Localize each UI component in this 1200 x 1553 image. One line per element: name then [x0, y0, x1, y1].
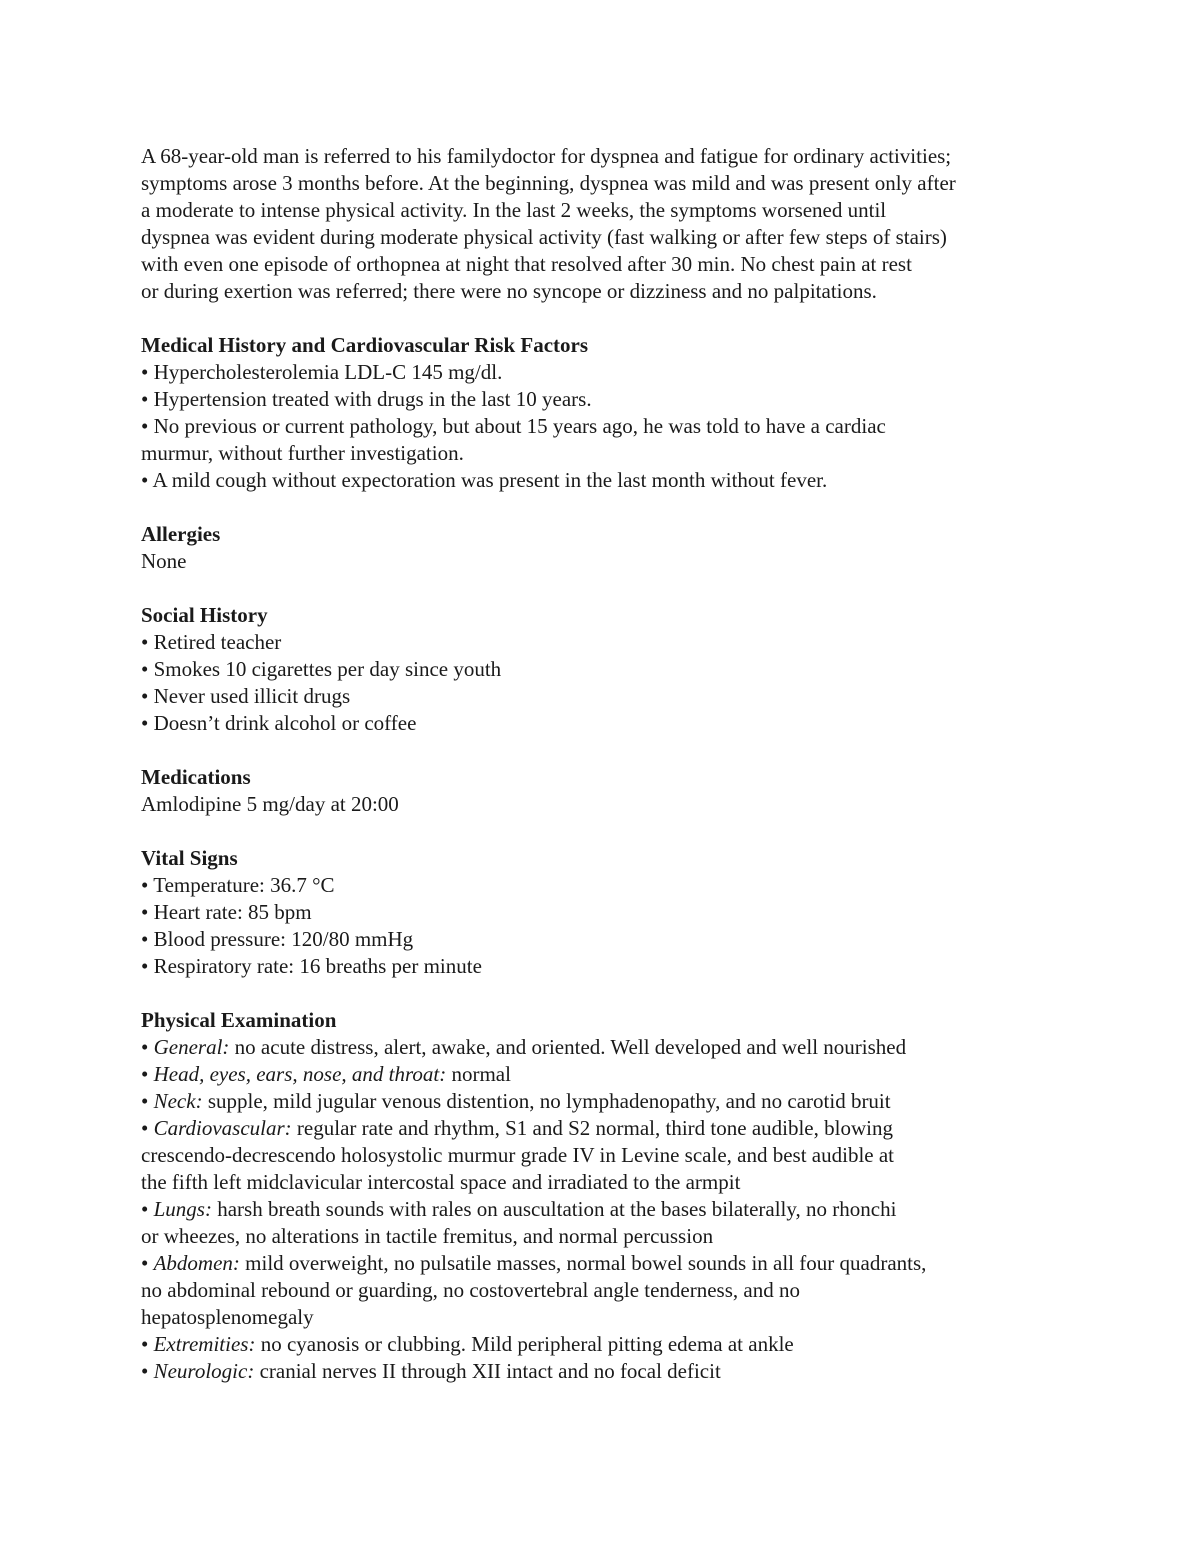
exam-label-neurologic: Neurologic: — [153, 1359, 255, 1383]
social-history-item: • Doesn’t drink alcohol or coffee — [141, 711, 417, 735]
intro-line: or during exertion was referred; there were no syncope or dizziness and no palpitations. — [141, 279, 877, 303]
exam-line — [141, 1250, 1071, 1277]
medical-history-item: • No previous or current pathology, but about 15 years ago, he was told to have a cardiac — [141, 414, 886, 438]
exam-label-neck: Neck: — [153, 1089, 203, 1113]
exam-line: crescendo-decrescendo holosystolic murmur grade IV in Levine scale, and best audible at — [141, 1143, 895, 1167]
vital-sign-item: • Heart rate: 85 bpm — [141, 900, 312, 924]
bullet: • — [141, 1035, 154, 1059]
exam-item-cardiovascular — [141, 1115, 1071, 1196]
exam-label-extremities: Extremities: — [153, 1332, 256, 1356]
intro-paragraph — [141, 143, 1071, 305]
bullet: • — [141, 1197, 154, 1221]
medications-heading: Medications — [141, 765, 251, 789]
exam-text: regular rate and rhythm, S1 and S2 normal, third tone audible, blowing — [291, 1116, 893, 1140]
exam-text: mild overweight, no pulsatile masses, normal bowel sounds in all four quadrants, — [239, 1251, 927, 1275]
allergies-section — [141, 521, 1071, 575]
exam-item-abdomen — [141, 1250, 1071, 1331]
social-history-item: • Smokes 10 cigarettes per day since youth — [141, 657, 502, 681]
exam-text: normal — [446, 1062, 511, 1086]
medical-history-heading: Medical History and Cardiovascular Risk Factors — [141, 333, 589, 357]
exam-line: the fifth left midclavicular intercostal space and irradiated to the armpit — [141, 1170, 741, 1194]
exam-line — [141, 1115, 1071, 1142]
social-history-heading: Social History — [141, 603, 268, 627]
exam-label-cardiovascular: Cardiovascular: — [153, 1116, 292, 1140]
physical-exam-heading: Physical Examination — [141, 1008, 337, 1032]
exam-text: no acute distress, alert, awake, and oriented. Well developed and well nourished — [229, 1035, 907, 1059]
medical-history-item: • A mild cough without expectoration was present in the last month without fever. — [141, 468, 828, 492]
medical-history-section — [141, 332, 1071, 494]
exam-line: or wheezes, no alterations in tactile fremitus, and normal percussion — [141, 1224, 714, 1248]
medications-value: Amlodipine 5 mg/day at 20:00 — [141, 792, 399, 816]
bullet: • — [141, 1332, 154, 1356]
social-history-section — [141, 602, 1071, 737]
exam-text: cranial nerves II through XII intact and no focal deficit — [254, 1359, 721, 1383]
social-history-item: • Retired teacher — [141, 630, 282, 654]
exam-text: supple, mild jugular venous distention, no lymphadenopathy, and no carotid bruit — [202, 1089, 891, 1113]
allergies-value: None — [141, 549, 187, 573]
exam-text: harsh breath sounds with rales on auscultation at the bases bilaterally, no rhonchi — [211, 1197, 897, 1221]
vital-signs-heading: Vital Signs — [141, 846, 238, 870]
intro-line: dyspnea was evident during moderate physical activity (fast walking or after few steps of stairs) — [141, 225, 947, 249]
medical-history-item: murmur, without further investigation. — [141, 441, 464, 465]
exam-label-lungs: Lungs: — [153, 1197, 212, 1221]
bullet: • — [141, 1359, 154, 1383]
bullet: • — [141, 1089, 154, 1113]
vital-sign-item: • Temperature: 36.7 °C — [141, 873, 335, 897]
medical-history-item: • Hypercholesterolemia LDL-C 145 mg/dl. — [141, 360, 503, 384]
exam-item-extremities — [141, 1331, 1071, 1358]
exam-line: no abdominal rebound or guarding, no costovertebral angle tenderness, and no — [141, 1278, 800, 1302]
exam-item-general — [141, 1034, 1071, 1061]
exam-item-heent — [141, 1061, 1071, 1088]
exam-line — [141, 1196, 1071, 1223]
exam-line: hepatosplenomegaly — [141, 1305, 314, 1329]
social-history-item: • Never used illicit drugs — [141, 684, 351, 708]
exam-label-heent: Head, eyes, ears, nose, and throat: — [153, 1062, 447, 1086]
exam-label-abdomen: Abdomen: — [153, 1251, 240, 1275]
allergies-heading: Allergies — [141, 522, 221, 546]
vital-signs-section — [141, 845, 1071, 980]
intro-line: A 68-year-old man is referred to his familydoctor for dyspnea and fatigue for ordinary activities; — [141, 144, 952, 168]
vital-sign-item: • Respiratory rate: 16 breaths per minute — [141, 954, 482, 978]
exam-item-lungs — [141, 1196, 1071, 1250]
bullet: • — [141, 1116, 154, 1140]
intro-line: symptoms arose 3 months before. At the beginning, dyspnea was mild and was present only after — [141, 171, 956, 195]
exam-item-neck — [141, 1088, 1071, 1115]
vital-sign-item: • Blood pressure: 120/80 mmHg — [141, 927, 414, 951]
intro-line: with even one episode of orthopnea at night that resolved after 30 min. No chest pain at rest — [141, 252, 912, 276]
exam-label-general: General: — [153, 1035, 230, 1059]
bullet: • — [141, 1062, 154, 1086]
physical-exam-section — [141, 1007, 1071, 1385]
bullet: • — [141, 1251, 154, 1275]
exam-text: no cyanosis or clubbing. Mild peripheral pitting edema at ankle — [255, 1332, 794, 1356]
medications-section — [141, 764, 1071, 818]
medical-history-item: • Hypertension treated with drugs in the last 10 years. — [141, 387, 592, 411]
exam-item-neurologic — [141, 1358, 1071, 1385]
intro-line: a moderate to intense physical activity. In the last 2 weeks, the symptoms worsened until — [141, 198, 887, 222]
document-page — [141, 143, 1071, 1385]
